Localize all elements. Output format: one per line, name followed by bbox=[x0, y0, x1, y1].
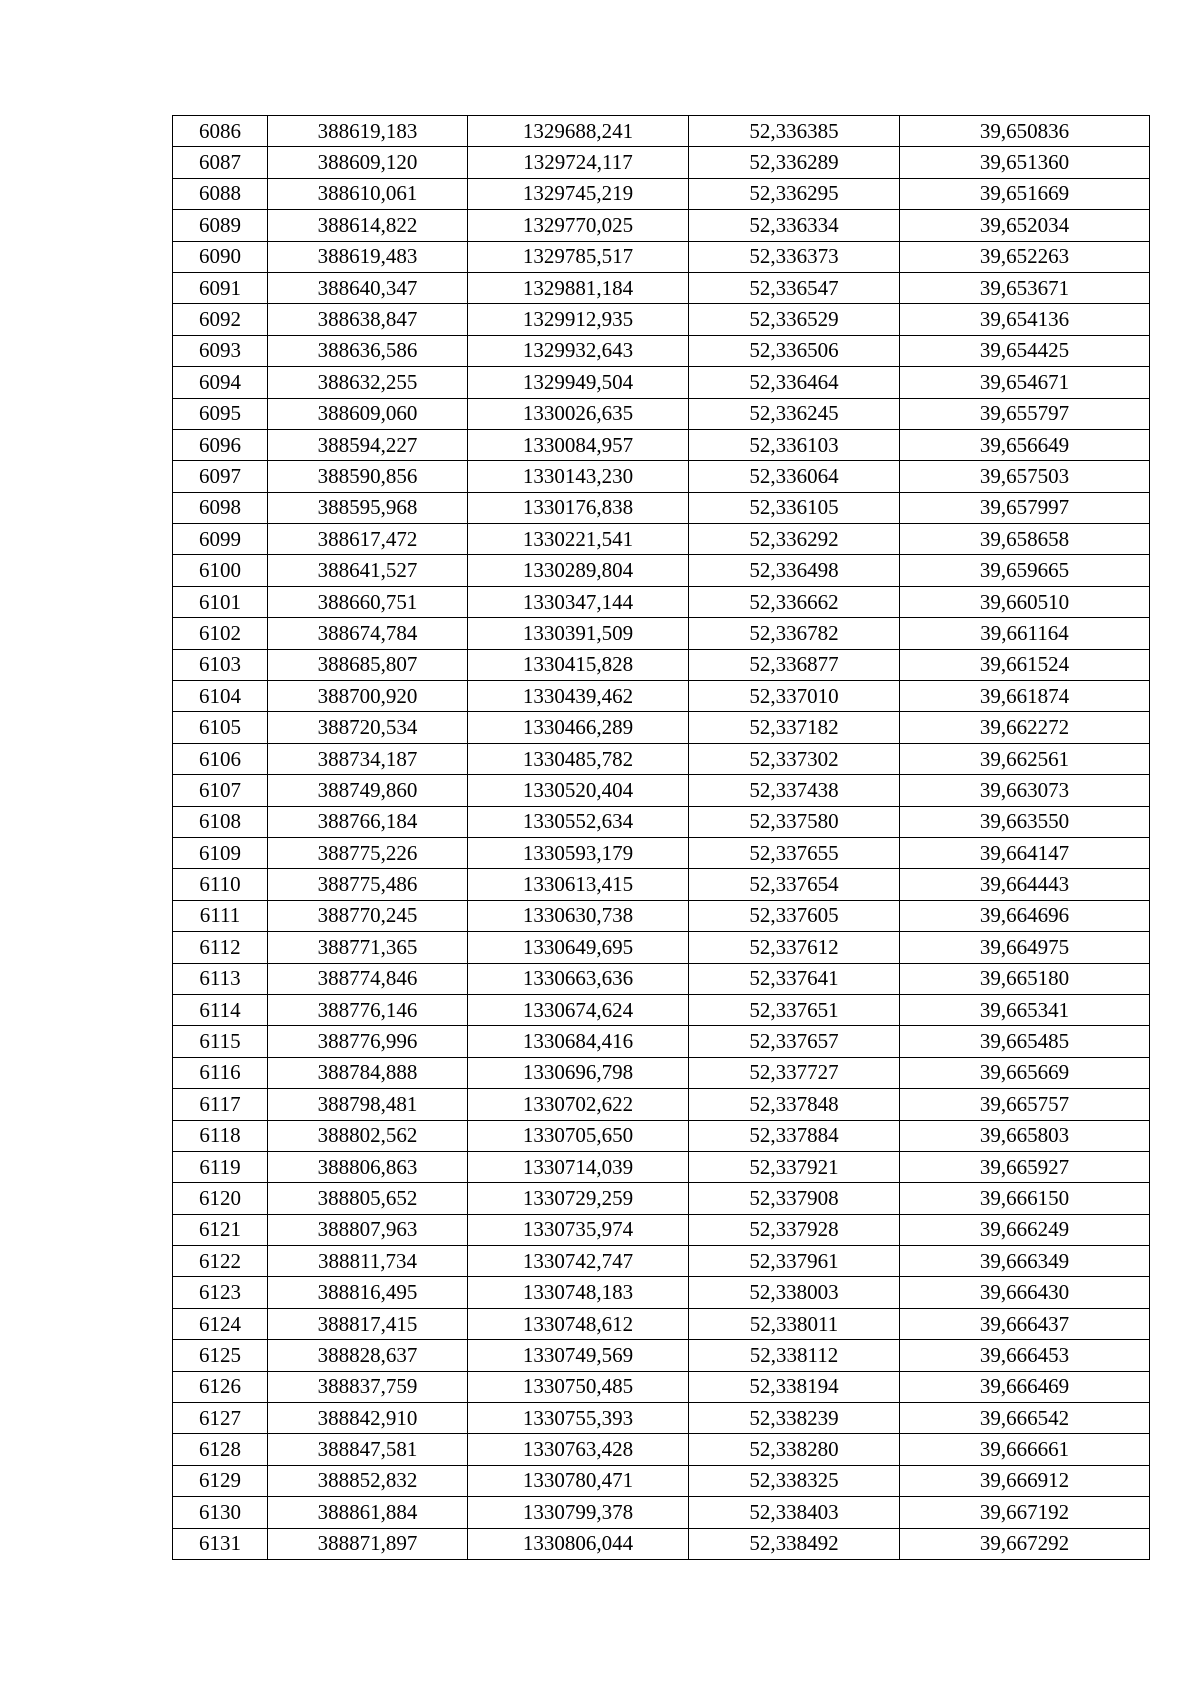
point-number-cell: 6101 bbox=[173, 586, 268, 617]
latitude-cell: 52,336498 bbox=[689, 555, 900, 586]
x-coordinate-cell: 388700,920 bbox=[268, 681, 468, 712]
longitude-cell: 39,666912 bbox=[900, 1465, 1150, 1496]
table-row bbox=[173, 1026, 1150, 1057]
latitude-cell: 52,336295 bbox=[689, 178, 900, 209]
longitude-cell: 39,661874 bbox=[900, 681, 1150, 712]
y-coordinate-cell: 1330742,747 bbox=[468, 1246, 689, 1277]
point-number-cell: 6116 bbox=[173, 1057, 268, 1088]
longitude-cell: 39,654671 bbox=[900, 367, 1150, 398]
x-coordinate-cell: 388685,807 bbox=[268, 649, 468, 680]
point-number-cell: 6087 bbox=[173, 147, 268, 178]
y-coordinate-cell: 1330696,798 bbox=[468, 1057, 689, 1088]
latitude-cell: 52,336064 bbox=[689, 461, 900, 492]
latitude-cell: 52,337612 bbox=[689, 932, 900, 963]
point-number-cell: 6124 bbox=[173, 1308, 268, 1339]
x-coordinate-cell: 388784,888 bbox=[268, 1057, 468, 1088]
y-coordinate-cell: 1330748,183 bbox=[468, 1277, 689, 1308]
y-coordinate-cell: 1329688,241 bbox=[468, 116, 689, 147]
x-coordinate-cell: 388775,226 bbox=[268, 837, 468, 868]
table-row bbox=[173, 1183, 1150, 1214]
coordinates-table bbox=[172, 115, 1150, 1560]
x-coordinate-cell: 388660,751 bbox=[268, 586, 468, 617]
latitude-cell: 52,337654 bbox=[689, 869, 900, 900]
latitude-cell: 52,337182 bbox=[689, 712, 900, 743]
longitude-cell: 39,667192 bbox=[900, 1497, 1150, 1528]
point-number-cell: 6089 bbox=[173, 210, 268, 241]
x-coordinate-cell: 388595,968 bbox=[268, 492, 468, 523]
y-coordinate-cell: 1330289,804 bbox=[468, 555, 689, 586]
longitude-cell: 39,652034 bbox=[900, 210, 1150, 241]
longitude-cell: 39,666542 bbox=[900, 1403, 1150, 1434]
x-coordinate-cell: 388837,759 bbox=[268, 1371, 468, 1402]
y-coordinate-cell: 1329912,935 bbox=[468, 304, 689, 335]
x-coordinate-cell: 388805,652 bbox=[268, 1183, 468, 1214]
x-coordinate-cell: 388636,586 bbox=[268, 335, 468, 366]
point-number-cell: 6104 bbox=[173, 681, 268, 712]
y-coordinate-cell: 1329745,219 bbox=[468, 178, 689, 209]
x-coordinate-cell: 388771,365 bbox=[268, 932, 468, 963]
latitude-cell: 52,337641 bbox=[689, 963, 900, 994]
latitude-cell: 52,336245 bbox=[689, 398, 900, 429]
x-coordinate-cell: 388609,120 bbox=[268, 147, 468, 178]
longitude-cell: 39,657997 bbox=[900, 492, 1150, 523]
latitude-cell: 52,338112 bbox=[689, 1340, 900, 1371]
latitude-cell: 52,336506 bbox=[689, 335, 900, 366]
x-coordinate-cell: 388776,146 bbox=[268, 994, 468, 1025]
table-row bbox=[173, 461, 1150, 492]
x-coordinate-cell: 388641,527 bbox=[268, 555, 468, 586]
latitude-cell: 52,336662 bbox=[689, 586, 900, 617]
table-row bbox=[173, 1340, 1150, 1371]
point-number-cell: 6118 bbox=[173, 1120, 268, 1151]
x-coordinate-cell: 388770,245 bbox=[268, 900, 468, 931]
table-row bbox=[173, 1497, 1150, 1528]
table-row bbox=[173, 524, 1150, 555]
table-row bbox=[173, 1214, 1150, 1245]
table-row bbox=[173, 1528, 1150, 1559]
table-row bbox=[173, 429, 1150, 460]
longitude-cell: 39,665757 bbox=[900, 1089, 1150, 1120]
point-number-cell: 6091 bbox=[173, 272, 268, 303]
y-coordinate-cell: 1329724,117 bbox=[468, 147, 689, 178]
point-number-cell: 6086 bbox=[173, 116, 268, 147]
point-number-cell: 6114 bbox=[173, 994, 268, 1025]
y-coordinate-cell: 1330799,378 bbox=[468, 1497, 689, 1528]
point-number-cell: 6129 bbox=[173, 1465, 268, 1496]
longitude-cell: 39,651669 bbox=[900, 178, 1150, 209]
y-coordinate-cell: 1330705,650 bbox=[468, 1120, 689, 1151]
longitude-cell: 39,664696 bbox=[900, 900, 1150, 931]
y-coordinate-cell: 1330729,259 bbox=[468, 1183, 689, 1214]
point-number-cell: 6092 bbox=[173, 304, 268, 335]
y-coordinate-cell: 1330663,636 bbox=[468, 963, 689, 994]
point-number-cell: 6123 bbox=[173, 1277, 268, 1308]
x-coordinate-cell: 388590,856 bbox=[268, 461, 468, 492]
y-coordinate-cell: 1330649,695 bbox=[468, 932, 689, 963]
y-coordinate-cell: 1330391,509 bbox=[468, 618, 689, 649]
longitude-cell: 39,667292 bbox=[900, 1528, 1150, 1559]
longitude-cell: 39,651360 bbox=[900, 147, 1150, 178]
y-coordinate-cell: 1330749,569 bbox=[468, 1340, 689, 1371]
latitude-cell: 52,337580 bbox=[689, 806, 900, 837]
y-coordinate-cell: 1330415,828 bbox=[468, 649, 689, 680]
x-coordinate-cell: 388852,832 bbox=[268, 1465, 468, 1496]
point-number-cell: 6099 bbox=[173, 524, 268, 555]
longitude-cell: 39,655797 bbox=[900, 398, 1150, 429]
table-row bbox=[173, 963, 1150, 994]
y-coordinate-cell: 1330176,838 bbox=[468, 492, 689, 523]
point-number-cell: 6109 bbox=[173, 837, 268, 868]
point-number-cell: 6090 bbox=[173, 241, 268, 272]
longitude-cell: 39,665927 bbox=[900, 1151, 1150, 1182]
latitude-cell: 52,338003 bbox=[689, 1277, 900, 1308]
longitude-cell: 39,662561 bbox=[900, 743, 1150, 774]
table-row bbox=[173, 1151, 1150, 1182]
x-coordinate-cell: 388632,255 bbox=[268, 367, 468, 398]
table-row bbox=[173, 116, 1150, 147]
x-coordinate-cell: 388811,734 bbox=[268, 1246, 468, 1277]
longitude-cell: 39,666430 bbox=[900, 1277, 1150, 1308]
point-number-cell: 6088 bbox=[173, 178, 268, 209]
x-coordinate-cell: 388619,483 bbox=[268, 241, 468, 272]
longitude-cell: 39,661524 bbox=[900, 649, 1150, 680]
latitude-cell: 52,337961 bbox=[689, 1246, 900, 1277]
table-row bbox=[173, 869, 1150, 900]
x-coordinate-cell: 388640,347 bbox=[268, 272, 468, 303]
table-row bbox=[173, 178, 1150, 209]
point-number-cell: 6128 bbox=[173, 1434, 268, 1465]
point-number-cell: 6094 bbox=[173, 367, 268, 398]
y-coordinate-cell: 1330750,485 bbox=[468, 1371, 689, 1402]
table-row bbox=[173, 1277, 1150, 1308]
coordinates-table-body bbox=[173, 116, 1150, 1560]
y-coordinate-cell: 1329932,643 bbox=[468, 335, 689, 366]
longitude-cell: 39,666349 bbox=[900, 1246, 1150, 1277]
latitude-cell: 52,336289 bbox=[689, 147, 900, 178]
x-coordinate-cell: 388861,884 bbox=[268, 1497, 468, 1528]
y-coordinate-cell: 1330143,230 bbox=[468, 461, 689, 492]
point-number-cell: 6095 bbox=[173, 398, 268, 429]
x-coordinate-cell: 388617,472 bbox=[268, 524, 468, 555]
latitude-cell: 52,336292 bbox=[689, 524, 900, 555]
x-coordinate-cell: 388816,495 bbox=[268, 1277, 468, 1308]
latitude-cell: 52,336373 bbox=[689, 241, 900, 272]
y-coordinate-cell: 1330748,612 bbox=[468, 1308, 689, 1339]
longitude-cell: 39,657503 bbox=[900, 461, 1150, 492]
longitude-cell: 39,666661 bbox=[900, 1434, 1150, 1465]
longitude-cell: 39,665669 bbox=[900, 1057, 1150, 1088]
latitude-cell: 52,337921 bbox=[689, 1151, 900, 1182]
latitude-cell: 52,336877 bbox=[689, 649, 900, 680]
table-row bbox=[173, 1120, 1150, 1151]
y-coordinate-cell: 1330763,428 bbox=[468, 1434, 689, 1465]
y-coordinate-cell: 1330552,634 bbox=[468, 806, 689, 837]
table-row bbox=[173, 147, 1150, 178]
y-coordinate-cell: 1330702,622 bbox=[468, 1089, 689, 1120]
latitude-cell: 52,337727 bbox=[689, 1057, 900, 1088]
y-coordinate-cell: 1330755,393 bbox=[468, 1403, 689, 1434]
longitude-cell: 39,666469 bbox=[900, 1371, 1150, 1402]
latitude-cell: 52,336334 bbox=[689, 210, 900, 241]
longitude-cell: 39,665341 bbox=[900, 994, 1150, 1025]
table-row bbox=[173, 1308, 1150, 1339]
point-number-cell: 6130 bbox=[173, 1497, 268, 1528]
x-coordinate-cell: 388798,481 bbox=[268, 1089, 468, 1120]
point-number-cell: 6100 bbox=[173, 555, 268, 586]
x-coordinate-cell: 388776,996 bbox=[268, 1026, 468, 1057]
latitude-cell: 52,338403 bbox=[689, 1497, 900, 1528]
latitude-cell: 52,338239 bbox=[689, 1403, 900, 1434]
point-number-cell: 6127 bbox=[173, 1403, 268, 1434]
latitude-cell: 52,336105 bbox=[689, 492, 900, 523]
longitude-cell: 39,654136 bbox=[900, 304, 1150, 335]
longitude-cell: 39,662272 bbox=[900, 712, 1150, 743]
latitude-cell: 52,336529 bbox=[689, 304, 900, 335]
point-number-cell: 6115 bbox=[173, 1026, 268, 1057]
table-row bbox=[173, 806, 1150, 837]
x-coordinate-cell: 388734,187 bbox=[268, 743, 468, 774]
point-number-cell: 6120 bbox=[173, 1183, 268, 1214]
point-number-cell: 6125 bbox=[173, 1340, 268, 1371]
longitude-cell: 39,665180 bbox=[900, 963, 1150, 994]
table-row bbox=[173, 994, 1150, 1025]
table-row bbox=[173, 210, 1150, 241]
x-coordinate-cell: 388842,910 bbox=[268, 1403, 468, 1434]
latitude-cell: 52,338011 bbox=[689, 1308, 900, 1339]
latitude-cell: 52,337655 bbox=[689, 837, 900, 868]
x-coordinate-cell: 388614,822 bbox=[268, 210, 468, 241]
latitude-cell: 52,337651 bbox=[689, 994, 900, 1025]
point-number-cell: 6096 bbox=[173, 429, 268, 460]
table-row bbox=[173, 367, 1150, 398]
y-coordinate-cell: 1329881,184 bbox=[468, 272, 689, 303]
y-coordinate-cell: 1330684,416 bbox=[468, 1026, 689, 1057]
y-coordinate-cell: 1330630,738 bbox=[468, 900, 689, 931]
point-number-cell: 6121 bbox=[173, 1214, 268, 1245]
x-coordinate-cell: 388609,060 bbox=[268, 398, 468, 429]
longitude-cell: 39,663550 bbox=[900, 806, 1150, 837]
x-coordinate-cell: 388802,562 bbox=[268, 1120, 468, 1151]
table-row bbox=[173, 241, 1150, 272]
y-coordinate-cell: 1330613,415 bbox=[468, 869, 689, 900]
table-row bbox=[173, 1057, 1150, 1088]
x-coordinate-cell: 388720,534 bbox=[268, 712, 468, 743]
y-coordinate-cell: 1329770,025 bbox=[468, 210, 689, 241]
x-coordinate-cell: 388766,184 bbox=[268, 806, 468, 837]
longitude-cell: 39,665485 bbox=[900, 1026, 1150, 1057]
longitude-cell: 39,666453 bbox=[900, 1340, 1150, 1371]
latitude-cell: 52,337848 bbox=[689, 1089, 900, 1120]
table-row bbox=[173, 492, 1150, 523]
longitude-cell: 39,653671 bbox=[900, 272, 1150, 303]
table-row bbox=[173, 1465, 1150, 1496]
point-number-cell: 6117 bbox=[173, 1089, 268, 1120]
x-coordinate-cell: 388847,581 bbox=[268, 1434, 468, 1465]
table-row bbox=[173, 1371, 1150, 1402]
table-row bbox=[173, 586, 1150, 617]
x-coordinate-cell: 388871,897 bbox=[268, 1528, 468, 1559]
y-coordinate-cell: 1330780,471 bbox=[468, 1465, 689, 1496]
table-row bbox=[173, 555, 1150, 586]
table-row bbox=[173, 1089, 1150, 1120]
latitude-cell: 52,336103 bbox=[689, 429, 900, 460]
x-coordinate-cell: 388806,863 bbox=[268, 1151, 468, 1182]
x-coordinate-cell: 388817,415 bbox=[268, 1308, 468, 1339]
y-coordinate-cell: 1330485,782 bbox=[468, 743, 689, 774]
longitude-cell: 39,666437 bbox=[900, 1308, 1150, 1339]
longitude-cell: 39,664147 bbox=[900, 837, 1150, 868]
table-row bbox=[173, 932, 1150, 963]
longitude-cell: 39,661164 bbox=[900, 618, 1150, 649]
latitude-cell: 52,338325 bbox=[689, 1465, 900, 1496]
longitude-cell: 39,654425 bbox=[900, 335, 1150, 366]
y-coordinate-cell: 1330439,462 bbox=[468, 681, 689, 712]
table-row bbox=[173, 712, 1150, 743]
x-coordinate-cell: 388774,846 bbox=[268, 963, 468, 994]
point-number-cell: 6110 bbox=[173, 869, 268, 900]
point-number-cell: 6105 bbox=[173, 712, 268, 743]
longitude-cell: 39,666249 bbox=[900, 1214, 1150, 1245]
y-coordinate-cell: 1330806,044 bbox=[468, 1528, 689, 1559]
point-number-cell: 6093 bbox=[173, 335, 268, 366]
y-coordinate-cell: 1330084,957 bbox=[468, 429, 689, 460]
table-row bbox=[173, 618, 1150, 649]
point-number-cell: 6098 bbox=[173, 492, 268, 523]
y-coordinate-cell: 1329949,504 bbox=[468, 367, 689, 398]
x-coordinate-cell: 388594,227 bbox=[268, 429, 468, 460]
longitude-cell: 39,663073 bbox=[900, 775, 1150, 806]
table-row bbox=[173, 681, 1150, 712]
table-row bbox=[173, 837, 1150, 868]
latitude-cell: 52,337908 bbox=[689, 1183, 900, 1214]
y-coordinate-cell: 1330520,404 bbox=[468, 775, 689, 806]
x-coordinate-cell: 388619,183 bbox=[268, 116, 468, 147]
latitude-cell: 52,337657 bbox=[689, 1026, 900, 1057]
x-coordinate-cell: 388807,963 bbox=[268, 1214, 468, 1245]
point-number-cell: 6131 bbox=[173, 1528, 268, 1559]
longitude-cell: 39,650836 bbox=[900, 116, 1150, 147]
table-row bbox=[173, 272, 1150, 303]
latitude-cell: 52,338280 bbox=[689, 1434, 900, 1465]
point-number-cell: 6102 bbox=[173, 618, 268, 649]
y-coordinate-cell: 1330347,144 bbox=[468, 586, 689, 617]
point-number-cell: 6097 bbox=[173, 461, 268, 492]
latitude-cell: 52,338194 bbox=[689, 1371, 900, 1402]
latitude-cell: 52,336385 bbox=[689, 116, 900, 147]
x-coordinate-cell: 388828,637 bbox=[268, 1340, 468, 1371]
point-number-cell: 6106 bbox=[173, 743, 268, 774]
table-row bbox=[173, 335, 1150, 366]
x-coordinate-cell: 388775,486 bbox=[268, 869, 468, 900]
latitude-cell: 52,337884 bbox=[689, 1120, 900, 1151]
table-row bbox=[173, 775, 1150, 806]
latitude-cell: 52,337605 bbox=[689, 900, 900, 931]
point-number-cell: 6113 bbox=[173, 963, 268, 994]
longitude-cell: 39,660510 bbox=[900, 586, 1150, 617]
latitude-cell: 52,337010 bbox=[689, 681, 900, 712]
point-number-cell: 6126 bbox=[173, 1371, 268, 1402]
x-coordinate-cell: 388674,784 bbox=[268, 618, 468, 649]
table-row bbox=[173, 649, 1150, 680]
latitude-cell: 52,336464 bbox=[689, 367, 900, 398]
point-number-cell: 6111 bbox=[173, 900, 268, 931]
table-row bbox=[173, 900, 1150, 931]
point-number-cell: 6107 bbox=[173, 775, 268, 806]
y-coordinate-cell: 1329785,517 bbox=[468, 241, 689, 272]
longitude-cell: 39,659665 bbox=[900, 555, 1150, 586]
longitude-cell: 39,658658 bbox=[900, 524, 1150, 555]
latitude-cell: 52,336782 bbox=[689, 618, 900, 649]
point-number-cell: 6103 bbox=[173, 649, 268, 680]
table-row bbox=[173, 743, 1150, 774]
x-coordinate-cell: 388638,847 bbox=[268, 304, 468, 335]
y-coordinate-cell: 1330714,039 bbox=[468, 1151, 689, 1182]
longitude-cell: 39,664443 bbox=[900, 869, 1150, 900]
y-coordinate-cell: 1330221,541 bbox=[468, 524, 689, 555]
latitude-cell: 52,338492 bbox=[689, 1528, 900, 1559]
longitude-cell: 39,656649 bbox=[900, 429, 1150, 460]
table-row bbox=[173, 398, 1150, 429]
latitude-cell: 52,337302 bbox=[689, 743, 900, 774]
y-coordinate-cell: 1330466,289 bbox=[468, 712, 689, 743]
point-number-cell: 6108 bbox=[173, 806, 268, 837]
table-row bbox=[173, 1434, 1150, 1465]
longitude-cell: 39,665803 bbox=[900, 1120, 1150, 1151]
y-coordinate-cell: 1330593,179 bbox=[468, 837, 689, 868]
latitude-cell: 52,336547 bbox=[689, 272, 900, 303]
point-number-cell: 6112 bbox=[173, 932, 268, 963]
y-coordinate-cell: 1330026,635 bbox=[468, 398, 689, 429]
y-coordinate-cell: 1330674,624 bbox=[468, 994, 689, 1025]
y-coordinate-cell: 1330735,974 bbox=[468, 1214, 689, 1245]
table-row bbox=[173, 1403, 1150, 1434]
x-coordinate-cell: 388610,061 bbox=[268, 178, 468, 209]
longitude-cell: 39,664975 bbox=[900, 932, 1150, 963]
table-row bbox=[173, 304, 1150, 335]
point-number-cell: 6119 bbox=[173, 1151, 268, 1182]
latitude-cell: 52,337438 bbox=[689, 775, 900, 806]
latitude-cell: 52,337928 bbox=[689, 1214, 900, 1245]
x-coordinate-cell: 388749,860 bbox=[268, 775, 468, 806]
longitude-cell: 39,666150 bbox=[900, 1183, 1150, 1214]
table-row bbox=[173, 1246, 1150, 1277]
longitude-cell: 39,652263 bbox=[900, 241, 1150, 272]
point-number-cell: 6122 bbox=[173, 1246, 268, 1277]
